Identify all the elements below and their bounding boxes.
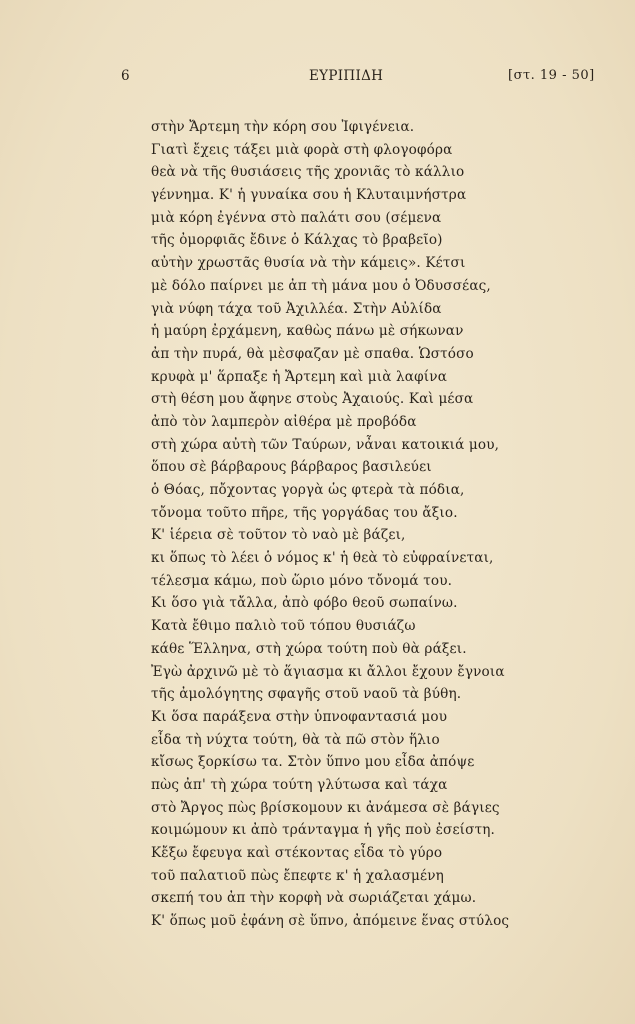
- poem-line: στὴ θέση μου ἄφηνε στοὺς Ἀχαιούς. Καὶ μέσα: [151, 391, 474, 408]
- poem-line: τὄνομα τοῦτο πῆρε, τῆς γοργάδας του ἄξιο.: [151, 504, 458, 521]
- poem-line: στὴ χώρα αὐτὴ τῶν Ταύρων, νἆναι κατοικιά μου,: [151, 436, 500, 453]
- poem-line: Κ' ὅπως μοῦ ἐφάνη σὲ ὕπνο, ἀπόμεινε ἕνας στύλος: [151, 913, 510, 930]
- page-number: 6: [121, 68, 131, 84]
- poem-line: Κ' ἱέρεια σὲ τοῦτον τὸ ναὸ μὲ βάζει,: [151, 527, 406, 544]
- poem-line: στὴν Ἄρτεμη τὴν κόρη σου Ἰφιγένεια.: [151, 119, 415, 135]
- poem-line: κἴσως ξορκίσω τα. Στὸν ὕπνο μου εἶδα ἀπόψε: [151, 754, 475, 771]
- poem-line: τῆς ὀμορφιᾶς ἔδινε ὁ Κάλχας τὸ βραβεῖο): [151, 232, 443, 249]
- poem-line: Ἐγὼ ἀρχινῶ μὲ τὸ ἅγιασμα κι ἄλλοι ἔχουν ἔγνοια: [151, 663, 505, 680]
- poem-line: θεὰ νὰ τῆς θυσιάσεις τῆς χρονιᾶς τὸ κάλλιο: [151, 164, 465, 181]
- poem-line: πὼς ἀπ' τὴ χώρα τούτη γλύτωσα καὶ τάχα: [151, 776, 448, 793]
- poem-line: εἶδα τὴ νύχτα τούτη, θὰ τὰ πῶ στὸν ἥλιο: [151, 731, 440, 748]
- poem-line: ὁ Θόας, πὄχοντας γοργὰ ὡς φτερὰ τὰ πόδια,: [151, 482, 465, 498]
- poem-line: τῆς ἀμολόγητης σφαγῆς στοῦ ναοῦ τὰ βύθη.: [151, 686, 462, 703]
- poem-text: [151, 116, 571, 933]
- verse-range: [στ. 19 - 50]: [508, 68, 595, 83]
- poem-line: κι ὅπως τὸ λέει ὁ νόμος κ' ἡ θεὰ τὸ εὐφραίνεται,: [151, 550, 494, 567]
- poem-line: γιὰ νύφη τάχα τοῦ Ἀχιλλέα. Στὴν Αὐλίδα: [151, 300, 442, 317]
- poem-line: κοιμώμουν κι ἀπὸ τράνταγμα ἡ γῆς ποὺ ἐσείστη.: [151, 822, 496, 839]
- poem-line: κρυφὰ μ' ἅρπαξε ἡ Ἄρτεμη καὶ μιὰ λαφίνα: [151, 368, 448, 385]
- poem-line: ἀπ τὴν πυρά, θὰ μὲσφαζαν μὲ σπαθα. Ὡστόσο: [151, 345, 474, 362]
- poem-line: ἀπὸ τὸν λαμπερὸν αἰθέρα μὲ προβόδα: [151, 413, 417, 430]
- poem-line: Κατὰ ἔθιμο παλιὸ τοῦ τόπου θυσιάζω: [151, 618, 416, 635]
- poem-line: στὸ Ἄργος πὼς βρίσκομουν κι ἀνάμεσα σὲ βάγιες: [151, 799, 500, 816]
- page-header: [0, 68, 635, 90]
- poem-line: σκεπή του ἀπ τὴν κορφὴ νὰ σωριάζεται χάμω.: [151, 890, 477, 907]
- poem-line: Κἔξω ἔφευγα καὶ στέκοντας εἶδα τὸ γύρο: [151, 845, 443, 861]
- poem-line: μιὰ κόρη ἐγέννα στὸ παλάτι σου (σέμενα: [151, 209, 442, 226]
- poem-line: ἡ μαύρη ἐρχάμενη, καθὼς πάνω μὲ σήκωναν: [151, 323, 464, 340]
- poem-line: Γιατὶ ἔχεις τάξει μιὰ φορὰ στὴ φλογοφόρα: [151, 141, 453, 158]
- poem-line: αὐτὴν χρωστᾶς θυσία νὰ τὴν κάμεις». Κέτσι: [151, 255, 466, 272]
- poem-line: Κι ὅσο γιὰ τἄλλα, ἀπὸ φόβο θεοῦ σωπαίνω.: [151, 595, 458, 612]
- poem-line: τέλεσμα κάμω, ποὺ ὥριο μόνο τὄνομά του.: [151, 572, 453, 589]
- poem-line: Κι ὅσα παράξενα στὴν ὑπνοφαντασιά μου: [151, 708, 448, 725]
- running-title: ΕΥΡΙΠΙΔΗ: [309, 68, 384, 84]
- poem-line: ὅπου σὲ βάρβαρους βάρβαρος βασιλεύει: [151, 459, 432, 476]
- poem-line: μὲ δόλο παίρνει με ἀπ τὴ μάνα μου ὁ Ὀδυσσέας,: [151, 277, 491, 294]
- poem-line: γέννημα. Κ' ἡ γυναίκα σου ἡ Κλυταιμνήστρα: [151, 187, 467, 204]
- poem-line: κάθε Ἕλληνα, στὴ χώρα τούτη ποὺ θὰ ράξει.: [151, 640, 467, 657]
- poem-line: τοῦ παλατιοῦ πὼς ἔπεφτε κ' ἡ χαλασμένη: [151, 867, 444, 884]
